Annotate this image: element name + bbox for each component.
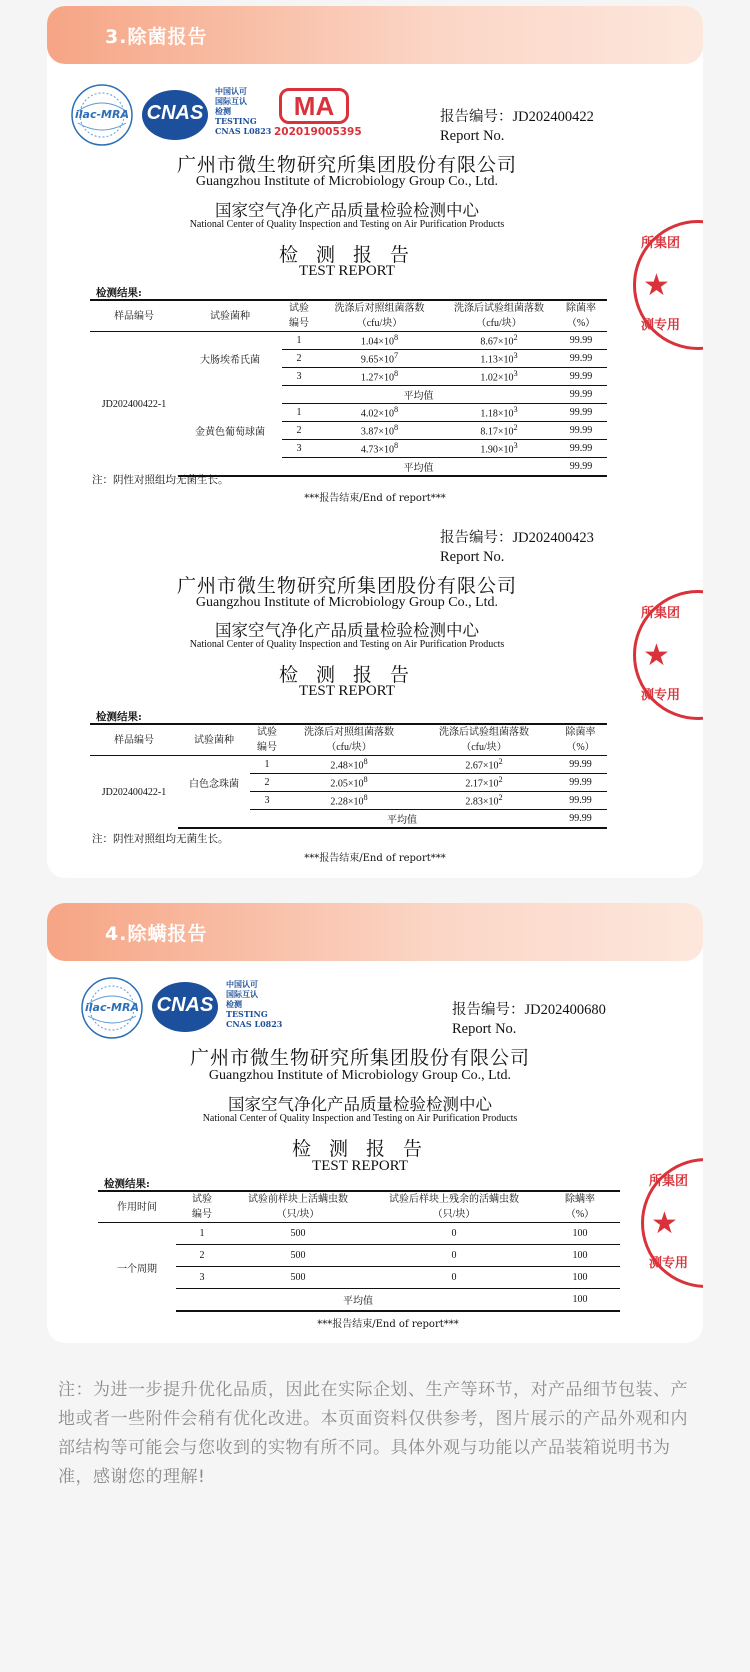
table-header: 试验编号 [176,1191,228,1223]
report3-center-en: National Center of Quality Inspection and Testing on Air Purification Products [202,1113,518,1124]
section3-title: 3.除菌报告 [105,26,208,48]
report1-center-en: National Center of Quality Inspection and Testing on Air Purification Products [189,219,505,230]
cnas-logo [150,980,220,1035]
ilac-mra-logo [70,83,134,147]
report1-table [90,299,607,477]
table-header: 除菌率（%） [555,300,607,332]
stamp-seal: 所集团 ★ 测专用 [633,220,703,350]
table-row: 平均值 100 [98,1289,620,1312]
strain-cell: 白色念珠菌 [189,779,239,791]
table-header: 试验编号 [250,724,284,756]
cnas-subtext: 中国认可 国际互认 检测 TESTING CNAS L0823 [226,979,283,1029]
strain-cell: 大肠埃希氏菌 [200,355,260,367]
ilac-logo-text: ilac-MRA [85,1001,139,1014]
star-icon: ★ [643,268,670,303]
ilac-logo-text: ilac-MRA [75,108,129,121]
report1-org-cn: 广州市微生物研究所集团股份有限公司 [176,154,517,176]
report2-org-cn: 广州市微生物研究所集团股份有限公司 [176,575,517,597]
table-row: JD202400422-1 白色念珠菌 1 $2.48\times 10^8$ $2.67\times 10^2$ 99.99 [90,756,607,774]
table-row: JD202400422-1 大肠埃希氏菌 1 $1.04\times 10^8$ $8.67\times 10^2$ 99.99 [90,332,607,350]
report1-center-cn: 国家空气净化产品质量检验检测中心 [215,201,479,220]
table-header: 洗涤后试验组菌落数（cfu/块） [414,724,554,756]
report2-center-cn: 国家空气净化产品质量检验检测中心 [215,621,479,640]
table-header: 试验菌种 [178,724,250,756]
report1-note: 注：阴性对照组均无菌生长。 [92,474,229,486]
table-header: 样品编号 [90,300,178,332]
section4-title: 4.除螨报告 [105,923,208,945]
report3-table [98,1190,620,1312]
report2-results-label: 检测结果: [96,711,142,723]
cnas-logo [140,88,210,143]
report3-end: ***报告结束/End of report*** [317,1319,459,1330]
report2-end: ***报告结束/End of report*** [304,853,446,864]
report3-org-en: Guangzhou Institute of Microbiology Group Co., Ltd. [208,1068,512,1083]
report2-title-cn: 检 测 报 告 [278,664,416,686]
stamp-seal: 所集团 ★ 测专用 [641,1158,703,1288]
report1-results-label: 检测结果: [96,287,142,299]
strain-cell: 金黄色葡萄球菌 [195,427,265,438]
report2-table [90,723,607,829]
table-row: 3 $4.73\times 10^8$ $1.90\times 10^3$ 99.99 [90,440,607,458]
report3-number: 报告编号：JD202400680 Report No. [452,1002,606,1037]
report2-title-en: TEST REPORT [299,683,395,699]
sample-id-cell: JD202400422-1 [101,398,167,410]
stamp-seal: 所集团 ★ 测专用 [633,590,703,720]
report2-center-en: National Center of Quality Inspection and Testing on Air Purification Products [189,639,505,650]
sample-id-cell: JD202400422-1 [101,786,167,798]
cma-number: 202019005395 [274,126,362,138]
report1-number: 报告编号：JD202400422 Report No. [440,109,594,144]
report3-center-cn: 国家空气净化产品质量检验检测中心 [228,1095,492,1114]
star-icon: ★ [651,1206,678,1241]
table-row: 3 $2.28\times 10^8$ $2.83\times 10^2$ 99.99 [90,792,607,810]
report3-title-cn: 检 测 报 告 [291,1138,429,1160]
table-header: 洗涤后对照组菌落数（cfu/块） [284,724,414,756]
table-header: 作用时间 [98,1191,176,1223]
table-header: 除菌率（%） [554,724,607,756]
avg-label: 平均值 [282,458,555,477]
table-row: 一个周期 1 500 0 100 [98,1223,620,1245]
disclaimer-note: 注：为进一步提升优化品质，因此在实际企划、生产等环节，对产品细节包装、产地或者一些附件会稍有优化改进。本页面资料仅供参考，图片展示的产品外观和内部结构等可能会与您收到的实物有所不同。具体外观与功能以产品装箱说明书为准，感谢您的理解! [58,1380,688,1487]
star-icon: ★ [643,638,670,673]
cnas-logo-text: CNAS [146,102,204,124]
avg-label: 平均值 [176,1289,540,1312]
report3-org-cn: 广州市微生物研究所集团股份有限公司 [189,1047,530,1069]
report1-title-cn: 检 测 报 告 [278,244,416,266]
table-row: 平均值 99.99 [90,810,607,829]
section3-header [47,6,703,64]
cma-logo [274,88,362,140]
table-row: 金黄色葡萄球菌 1 $4.02\times 10^8$ $1.18\times 10^3$ 99.99 [90,404,607,422]
report2-note: 注：阴性对照组均无菌生长。 [92,833,229,845]
report3-title-en: TEST REPORT [312,1158,408,1174]
avg-label: 平均值 [282,386,555,404]
table-header: 试验菌种 [178,300,282,332]
table-row: 平均值 99.99 [90,458,607,477]
table-row: 2 $2.05\times 10^8$ $2.17\times 10^2$ 99.99 [90,774,607,792]
table-header: 洗涤后试验组菌落数（cfu/块） [443,300,555,332]
period-cell: 一个周期 [117,1263,157,1275]
table-row: 2 $3.87\times 10^8$ $8.17\times 10^2$ 99.99 [90,422,607,440]
avg-label: 平均值 [250,810,554,829]
report2-number: 报告编号：JD202400423 Report No. [440,530,594,565]
report1-org-en: Guangzhou Institute of Microbiology Group Co., Ltd. [195,174,499,189]
report1-title-en: TEST REPORT [299,263,395,279]
cnas-subtext: 中国认可 国际互认 检测 TESTING CNAS L0823 [215,86,272,136]
cma-logo-text: MA [279,88,349,124]
ilac-mra-logo [80,976,144,1040]
table-row: 3 $1.27\times 10^8$ $1.02\times 10^3$ 99.99 [90,368,607,386]
table-row: 3 500 0 100 [98,1267,620,1289]
table-row: 2 500 0 100 [98,1245,620,1267]
table-header: 洗涤后对照组菌落数（cfu/块） [316,300,443,332]
table-header: 试验后样块上残余的活螨虫数（只/块） [368,1191,540,1223]
table-header: 除螨率（%） [540,1191,620,1223]
report3-results-label: 检测结果: [104,1178,150,1190]
table-header: 样品编号 [90,724,178,756]
cnas-logo-text: CNAS [156,994,214,1016]
table-header: 试验编号 [282,300,316,332]
table-header: 试验前样块上活螨虫数（只/块） [228,1191,368,1223]
section4-header [47,903,703,961]
report2-org-en: Guangzhou Institute of Microbiology Group Co., Ltd. [195,595,499,610]
table-row: 平均值 99.99 [90,386,607,404]
table-row: 2 $9.65\times 10^7$ $1.13\times 10^3$ 99.99 [90,350,607,368]
report1-end: ***报告结束/End of report*** [304,493,446,504]
